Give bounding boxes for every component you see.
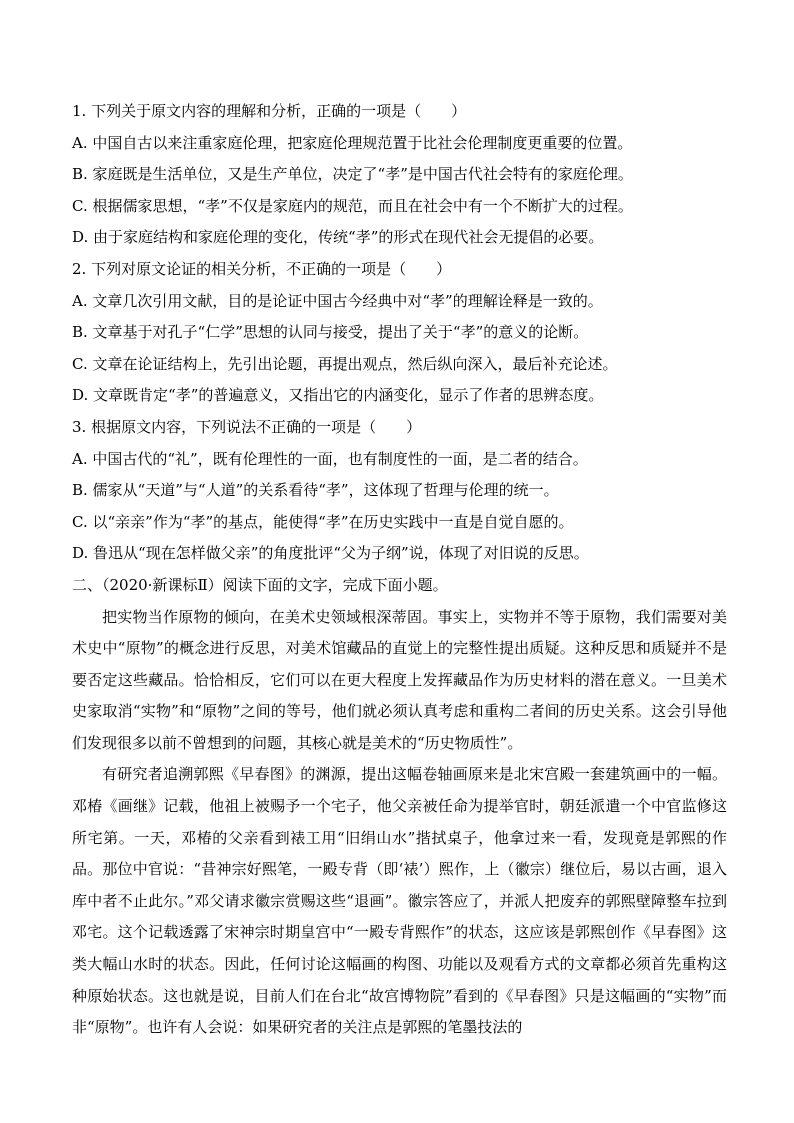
question-3-option-d: D. 鲁迅从“现在怎样做父亲”的角度批评“父为子纲”说，体现了对旧说的反思。 (72, 544, 589, 563)
question-1-option-c: C. 根据儒家思想，“孝”不仅是家庭内的规范，而且在社会中有一个不断扩大的过程。 (72, 196, 633, 215)
question-3-option-a: A. 中国古代的“礼”，既有伦理性的一面，也有制度性的一面，是二者的结合。 (72, 449, 588, 468)
section-heading: 二、（2020·新课标Ⅱ）阅读下面的文字，完成下面小题。 (72, 575, 448, 594)
question-1-option-d: D. 由于家庭结构和家庭伦理的变化，传统“孝”的形式在现代社会无提倡的必要。 (72, 228, 604, 247)
passage-paragraph-2: 有研究者追溯郭熙《早春图》的渊源，提出这幅卷轴画原来是北宋宫殿一套建筑画中的一幅。邓椿《画继》记载，他祖上被赐予一个宅子，他父亲被任命为提举官时，朝廷派遣一个中官监修这所宅第。一天，邓椿的父亲看到裱工用“旧绢山水”揩拭桌子，他拿过来一看，发现竟是郭熙的作品。那位中官说：“昔神宗好熙笔，一殿专背（即‘裱’）熙作，上（徽宗）继位后，易以古画，退入库中者不止此尔。”邓父请求徽宗赏赐这些“退画”。徽宗答应了，并派人把废弃的郭熙壁障整车拉到邓宅。这个记载透露了宋神宗时期皇宫中“一殿专背熙作”的状态，这应该是郭熙创作《早春图》这类大幅山水时的状态。因此，任何讨论这幅画的构图、功能以及观看方式的文章都必须首先重构这种原始状态。这也就是说，目前人们在台北“故宫博物院”看到的《早春图》只是这幅画的“实物”而非“原物”。也许有人会说：如果研究者的关注点是郭熙的笔墨技法的 (72, 765, 727, 1037)
question-2-option-d: D. 文章既肯定“孝”的普遍意义，又指出它的内涵变化，显示了作者的思辨态度。 (72, 386, 604, 405)
question-2-option-b: B. 文章基于对孔子“仁学”思想的认同与接受，提出了关于“孝”的意义的论断。 (72, 323, 589, 342)
question-2-option-c: C. 文章在论证结构上，先引出论题，再提出观点，然后纵向深入，最后补充论述。 (72, 354, 618, 373)
question-1-stem: 1. 下列关于原文内容的理解和分析，正确的一项是（ ） (72, 102, 467, 120)
question-3-stem: 3. 根据原文内容，下列说法不正确的一项是（ ） (72, 417, 422, 436)
question-2-option-a: A. 文章几次引用文献，目的是论证中国古今经典中对“孝”的理解诠释是一致的。 (72, 291, 603, 310)
question-3-option-b: B. 儒家从“天道”与“人道”的关系看待“孝”，这体现了哲理与伦理的统一。 (72, 481, 559, 500)
question-2-stem: 2. 下列对原文论证的相关分析，不正确的一项是（ ） (72, 259, 452, 278)
passage-paragraph-1: 把实物当作原物的倾向，在美术史领域根深蒂固。事实上，实物并不等于原物，我们需要对美术史中“原物”的概念进行反思，对美术馆藏品的直觉上的完整性提出质疑。这种反思和质疑并不是要否定这些藏品。恰恰相反，它们可以在更大程度上发挥藏品作为历史材料的潜在意义。一旦美术史家取消“实物”和“原物”之间的等号，他们就必须认真考虑和重构二者间的历史关系。这会引导他们发现很多以前不曾想到的问题，其核心就是美术的“历史物质性”。 (72, 607, 727, 752)
question-3-option-c: C. 以“亲亲”作为“孝”的基点，能使得“孝”在历史实践中一直是自觉自愿的。 (72, 512, 574, 531)
questions-block (72, 96, 727, 1044)
question-1-option-a: A. 中国自古以来注重家庭伦理，把家庭伦理规范置于比社会伦理制度更重要的位置。 (72, 133, 633, 152)
question-1-option-b: B. 家庭既是生活单位，又是生产单位，决定了“孝”是中国古代社会特有的家庭伦理。 (72, 165, 633, 184)
